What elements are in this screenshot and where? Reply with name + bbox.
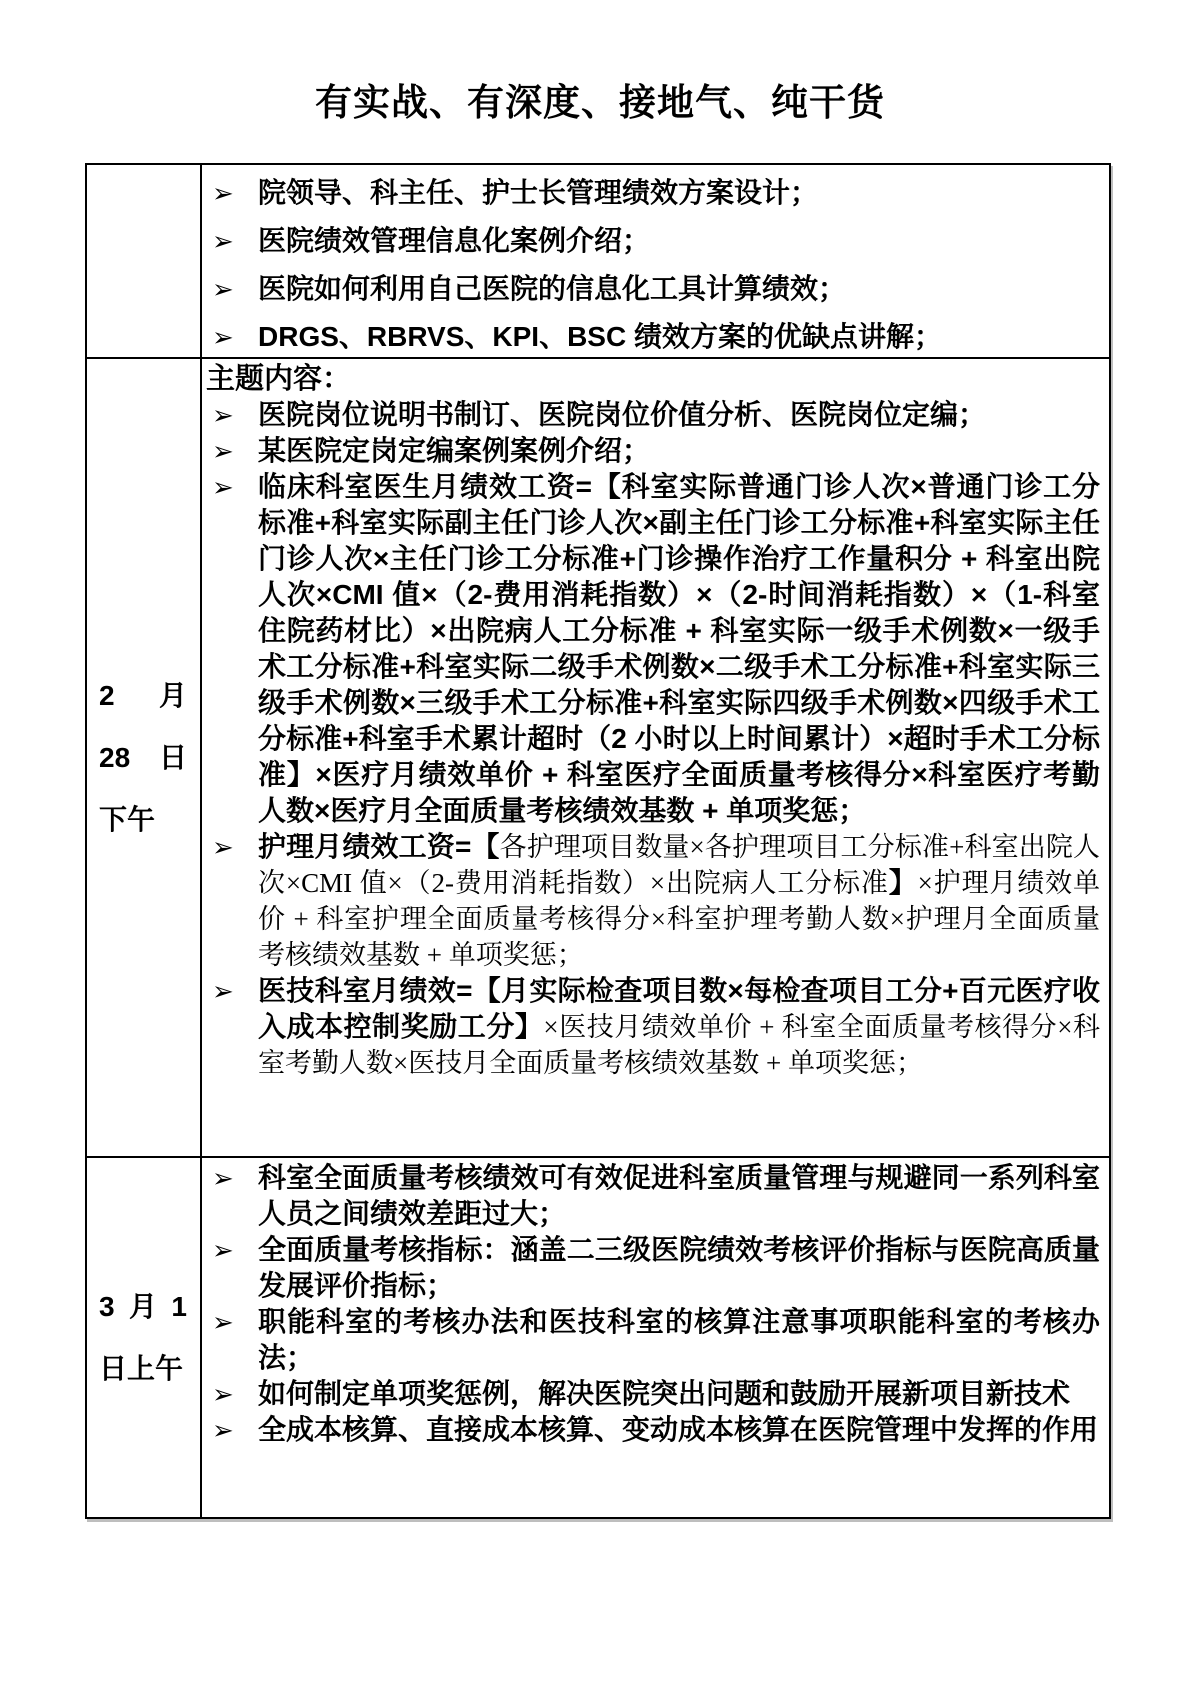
table-row (87, 357, 1109, 1156)
bullet-item (204, 433, 1100, 469)
bullet-text-run: 职能科室的考核办法和医技科室的核算注意事项职能科室的考核办法； (258, 1306, 1100, 1373)
date-token: 1 (171, 1290, 187, 1322)
date-cell (87, 359, 202, 1156)
bullet-item (204, 1232, 1100, 1304)
bullet-item (204, 1160, 1100, 1232)
arrow-bullet-icon: ➢ (212, 472, 234, 502)
bullet-item (204, 223, 1100, 259)
content-cell (202, 359, 1109, 1156)
date-line (99, 1276, 187, 1338)
arrow-bullet-icon: ➢ (212, 1235, 234, 1265)
content-cell (202, 165, 1109, 357)
date-line: 下午 (99, 803, 156, 835)
date-token: 月 (128, 1290, 157, 1322)
bullet-text-run: 科室全面质量考核绩效可有效促进科室质量管理与规避同一系列科室人员之间绩效差距过大； (258, 1162, 1100, 1229)
bullet-text-run: 某医院定岗定编案例案例介绍； (258, 435, 651, 466)
date-cell (87, 165, 202, 357)
bullet-item (204, 1304, 1100, 1376)
table-row (87, 165, 1109, 357)
bullet-text-run: 医技科室月绩效=【月实际检查项目数×每检查项目工分+百元医疗收入成本控制奖励工分】 (258, 975, 1100, 1042)
bullet-item (204, 829, 1100, 973)
bullet-item (204, 1376, 1100, 1412)
arrow-bullet-icon: ➢ (212, 436, 234, 466)
section-header: 主题内容： (206, 363, 352, 395)
bullet-text-run: 如何制定单项奖惩例，解决医院突出问题和鼓励开展新项目新技术 (258, 1378, 1071, 1409)
arrow-bullet-icon: ➢ (212, 226, 234, 256)
arrow-bullet-icon: ➢ (212, 178, 234, 208)
arrow-bullet-icon: ➢ (212, 976, 234, 1006)
date-token: 2 (99, 679, 115, 711)
arrow-bullet-icon: ➢ (212, 832, 234, 862)
bullet-text-run: 医院绩效管理信息化案例介绍； (258, 225, 651, 256)
bullet-list (204, 175, 1100, 355)
bullet-text-run: 】 (888, 867, 918, 898)
date-token: 月 (158, 679, 187, 711)
date-token: 3 (99, 1290, 115, 1322)
page-title: 有实战、有深度、接地气、纯干货 (315, 83, 885, 124)
bullet-item (204, 271, 1100, 307)
bullet-item (204, 1412, 1100, 1448)
table-row (87, 1156, 1109, 1517)
arrow-bullet-icon: ➢ (212, 1163, 234, 1193)
bullet-item (204, 175, 1100, 211)
date-token: 28 (99, 741, 131, 773)
arrow-bullet-icon: ➢ (212, 274, 234, 304)
bullet-item (204, 397, 1100, 433)
bullet-text-run: 院领导、科主任、护士长管理绩效方案设计； (258, 177, 819, 208)
date-token: 日 (158, 741, 187, 773)
date-line (99, 665, 187, 727)
bullet-text-run: ×护理月绩效单价 + 科室护理全面质量考核得分×科室护理考勤人数×护理月全面质量考核绩效基数 + 单项奖惩； (258, 868, 1100, 970)
date-line: 日上午 (99, 1352, 184, 1384)
arrow-bullet-icon: ➢ (212, 400, 234, 430)
bullet-item (204, 319, 1100, 355)
bullet-list (204, 1160, 1100, 1448)
bullet-text-run: 全成本核算、直接成本核算、变动成本核算在医院管理中发挥的作用 (258, 1414, 1099, 1445)
bullet-item (204, 973, 1100, 1081)
arrow-bullet-icon: ➢ (212, 322, 234, 352)
bullet-list (204, 397, 1100, 1081)
date-line (99, 727, 187, 789)
arrow-bullet-icon: ➢ (212, 1415, 234, 1445)
content-cell (202, 1158, 1109, 1517)
bullet-text-run: 全面质量考核指标：涵盖二三级医院绩效考核评价指标与医院高质量发展评价指标； (258, 1234, 1100, 1301)
bullet-text-run: 各护理项目数量×各护理项目工分标准+科室出院人次×CMI 值×（2-费用消耗指数）×出院病人工分标准 (258, 832, 1101, 898)
bullet-text-run: 护理月绩效工资=【 (258, 831, 500, 862)
bullet-item (204, 469, 1100, 829)
schedule-table (85, 163, 1111, 1519)
arrow-bullet-icon: ➢ (212, 1379, 234, 1409)
date-cell (87, 1158, 202, 1517)
bullet-text-run: DRGS、RBRVS、KPI、BSC 绩效方案的优缺点讲解； (258, 321, 942, 352)
bullet-text-run: 临床科室医生月绩效工资=【科室实际普通门诊人次×普通门诊工分标准+科室实际副主任门诊人次×副主任门诊工分标准+科室实际主任门诊人次×主任门诊工分标准+门诊操作治疗工作量积分 + 科室出院人次×CMI 值×（2-费用消耗指数）×（2-时间消耗指数）×（1-科室住院药材比）×出院病人工分标准 + 科室实际一级手术例数×一级手术工分标准+科室实际二级手术例数×二级手术工分标准+科室实际三级手术例数×三级手术工分标准+科室实际四级手术例数×四级手术工分标准+科室手术累计超时（2 小时以上时间累计）×超时手术工分标准】×医疗月绩效单价 + 科室医疗全面质量考核得分×科室医疗考勤人数×医疗月全面质量考核绩效基数 + 单项奖惩； (258, 471, 1100, 826)
bullet-text-run: 医院岗位说明书制订、医院岗位价值分析、医院岗位定编； (258, 399, 987, 430)
arrow-bullet-icon: ➢ (212, 1307, 234, 1337)
bullet-text-run: ×医技月绩效单价 + 科室全面质量考核得分×科室考勤人数×医技月全面质量考核绩效基数 + 单项奖惩； (258, 1012, 1100, 1078)
bullet-text-run: 医院如何利用自己医院的信息化工具计算绩效； (258, 273, 847, 304)
